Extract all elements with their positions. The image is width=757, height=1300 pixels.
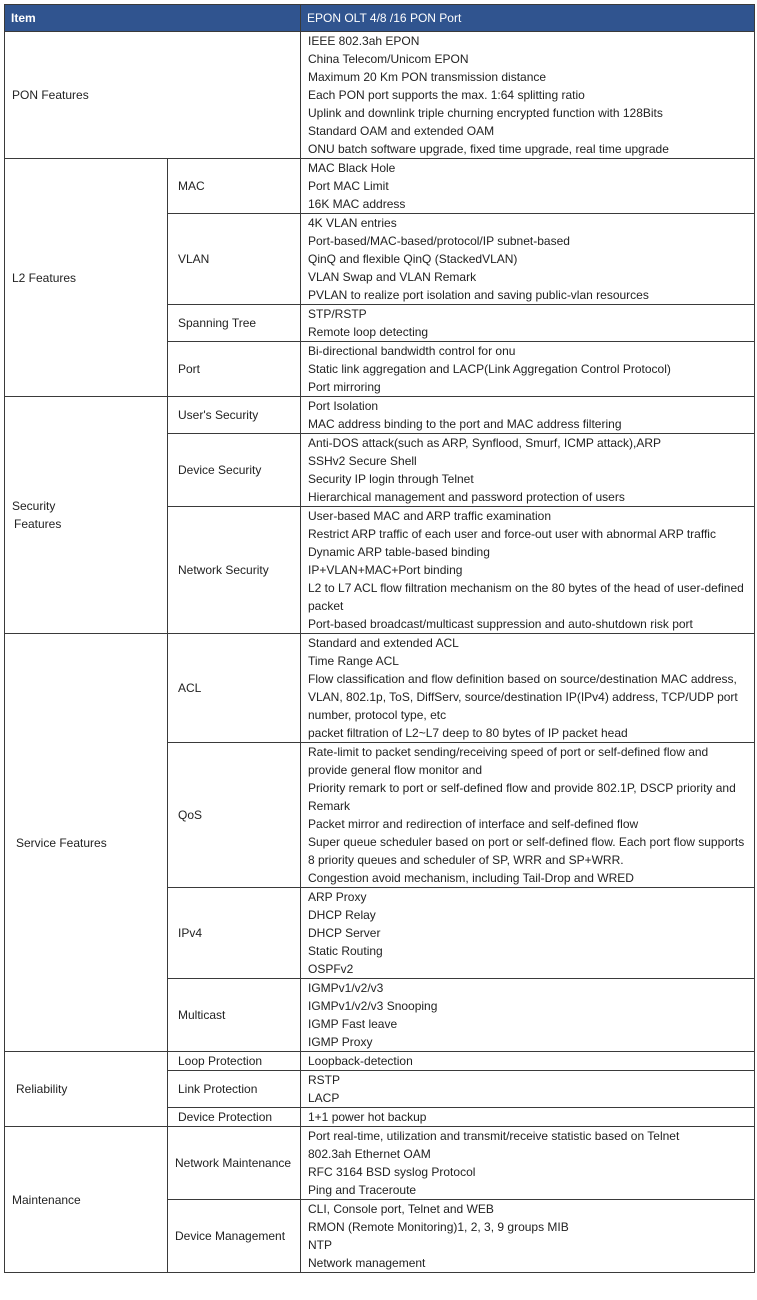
network-maintenance-detail	[301, 1127, 755, 1200]
detail-line: Port-based broadcast/multicast suppression and auto-shutdown risk port	[308, 617, 693, 631]
device-management-label: Device Management	[168, 1200, 301, 1273]
detail-line: RSTP	[308, 1073, 341, 1087]
detail-line: Uplink and downlink triple churning encrypted function with 128Bits	[308, 106, 663, 120]
ipv4-detail	[301, 888, 755, 979]
detail-line: OSPFv2	[308, 962, 354, 976]
security-features-label	[5, 397, 168, 634]
detail-line: ONU batch software upgrade, fixed time upgrade, real time upgrade	[308, 142, 669, 156]
port-label: Port	[168, 342, 301, 397]
header-product: EPON OLT 4/8 /16 PON Port	[301, 5, 755, 32]
pon-features-detail	[301, 32, 755, 159]
l2-features-label: L2 Features	[5, 159, 168, 397]
detail-line: 1+1 power hot backup	[308, 1110, 427, 1124]
mac-label: MAC	[168, 159, 301, 214]
network-maintenance-label: Network Maintenance	[168, 1127, 301, 1200]
spec-table	[4, 4, 755, 1273]
detail-line: Standard OAM and extended OAM	[308, 124, 495, 138]
header-row	[5, 5, 755, 32]
mac-detail	[301, 159, 755, 214]
spanning-tree-label: Spanning Tree	[168, 305, 301, 342]
detail-line: MAC Black Hole	[308, 161, 396, 175]
detail-line: PVLAN to realize port isolation and saving public-vlan resources	[308, 288, 649, 302]
device-management-detail	[301, 1200, 755, 1273]
acl-detail	[301, 634, 755, 743]
header-item: Item	[5, 5, 301, 32]
detail-line: IGMPv1/v2/v3	[308, 981, 384, 995]
detail-line: SSHv2 Secure Shell	[308, 454, 417, 468]
detail-line: Packet mirror and redirection of interface and self-defined flow	[308, 817, 639, 831]
qos-label: QoS	[168, 743, 301, 888]
detail-line: Remote loop detecting	[308, 325, 429, 339]
vlan-label: VLAN	[168, 214, 301, 305]
detail-line: MAC address binding to the port and MAC address filtering	[308, 417, 622, 431]
detail-line: L2 to L7 ACL flow filtration mechanism on the 80 bytes of the head of user-defined packet	[308, 581, 744, 613]
row-svc-acl	[5, 634, 755, 743]
detail-line: IGMPv1/v2/v3 Snooping	[308, 999, 438, 1013]
detail-line: Priority remark to port or self-defined flow and provide 802.1P, DSCP priority and Remark	[308, 781, 736, 813]
detail-line: Each PON port supports the max. 1:64 splitting ratio	[308, 88, 585, 102]
detail-line: Bi-directional bandwidth control for onu	[308, 344, 516, 358]
detail-line: Anti-DOS attack(such as ARP, Synflood, Smurf, ICMP attack),ARP	[308, 436, 662, 450]
detail-line: CLI, Console port, Telnet and WEB	[308, 1202, 494, 1216]
detail-line: DHCP Relay	[308, 908, 376, 922]
detail-line: NTP	[308, 1238, 332, 1252]
detail-line: STP/RSTP	[308, 307, 367, 321]
qos-detail	[301, 743, 755, 888]
security-label-line2: Features	[14, 517, 62, 531]
detail-line: IP+VLAN+MAC+Port binding	[308, 563, 463, 577]
detail-line: Maximum 20 Km PON transmission distance	[308, 70, 547, 84]
detail-line: China Telecom/Unicom EPON	[308, 52, 469, 66]
row-l2-mac	[5, 159, 755, 214]
loop-protection-label: Loop Protection	[168, 1052, 301, 1071]
device-protection-label: Device Protection	[168, 1108, 301, 1127]
detail-line: Time Range ACL	[308, 654, 399, 668]
loop-protection-detail	[301, 1052, 755, 1071]
detail-line: Port Isolation	[308, 399, 379, 413]
detail-line: 802.3ah Ethernet OAM	[308, 1147, 431, 1161]
detail-line: packet filtration of L2~L7 deep to 80 bytes of IP packet head	[308, 726, 628, 740]
detail-line: IGMP Fast leave	[308, 1017, 398, 1031]
link-protection-label: Link Protection	[168, 1071, 301, 1108]
detail-line: Port real-time, utilization and transmit/receive statistic based on Telnet	[308, 1129, 680, 1143]
detail-line: VLAN Swap and VLAN Remark	[308, 270, 477, 284]
security-label-line1: Security	[12, 499, 56, 513]
detail-line: RMON (Remote Monitoring)1, 2, 3, 9 groups MIB	[308, 1220, 569, 1234]
detail-line: Port-based/MAC-based/protocol/IP subnet-based	[308, 234, 570, 248]
device-security-label: Device Security	[168, 434, 301, 507]
port-detail	[301, 342, 755, 397]
row-pon	[5, 32, 755, 159]
acl-label: ACL	[168, 634, 301, 743]
device-security-detail	[301, 434, 755, 507]
row-mnt-network	[5, 1127, 755, 1200]
detail-line: User-based MAC and ARP traffic examination	[308, 509, 552, 523]
detail-line: Network management	[308, 1256, 426, 1270]
detail-line: IEEE 802.3ah EPON	[308, 34, 420, 48]
detail-line: QinQ and flexible QinQ (StackedVLAN)	[308, 252, 518, 266]
pon-features-label: PON Features	[5, 32, 301, 159]
detail-line: Static Routing	[308, 944, 383, 958]
detail-line: Port MAC Limit	[308, 179, 389, 193]
users-security-label: User's Security	[168, 397, 301, 434]
detail-line: Flow classification and flow definition based on source/destination MAC address, VLAN, 802.1p, ToS, DiffServ, source/destination IP(IPv4) address, TCP/UDP port number, protocol type, etc	[308, 672, 738, 722]
detail-line: RFC 3164 BSD syslog Protocol	[308, 1165, 476, 1179]
detail-line: Rate-limit to packet sending/receiving speed of port or self-defined flow and provide general flow monitor and	[308, 745, 709, 777]
device-protection-detail	[301, 1108, 755, 1127]
row-rel-loop	[5, 1052, 755, 1071]
detail-line: 4K VLAN entries	[308, 216, 397, 230]
detail-line: Port mirroring	[308, 380, 381, 394]
detail-line: Ping and Traceroute	[308, 1183, 417, 1197]
multicast-label: Multicast	[168, 979, 301, 1052]
detail-line: LACP	[308, 1091, 340, 1105]
detail-line: 16K MAC address	[308, 197, 406, 211]
detail-line: IGMP Proxy	[308, 1035, 373, 1049]
detail-line: Hierarchical management and password protection of users	[308, 490, 625, 504]
maintenance-label: Maintenance	[5, 1127, 168, 1273]
detail-line: Super queue scheduler based on port or self-defined flow. Each port flow supports 8 priority queues and scheduler of SP, WRR and SP+WRR.	[308, 835, 745, 867]
network-security-label: Network Security	[168, 507, 301, 634]
detail-line: Congestion avoid mechanism, including Tail-Drop and WRED	[308, 871, 634, 885]
spanning-tree-detail	[301, 305, 755, 342]
detail-line: Dynamic ARP table-based binding	[308, 545, 490, 559]
users-security-detail	[301, 397, 755, 434]
row-sec-user	[5, 397, 755, 434]
detail-line: ARP Proxy	[308, 890, 367, 904]
link-protection-detail	[301, 1071, 755, 1108]
detail-line: Standard and extended ACL	[308, 636, 459, 650]
detail-line: DHCP Server	[308, 926, 381, 940]
detail-line: Static link aggregation and LACP(Link Aggregation Control Protocol)	[308, 362, 671, 376]
ipv4-label: IPv4	[168, 888, 301, 979]
multicast-detail	[301, 979, 755, 1052]
detail-line: Security IP login through Telnet	[308, 472, 474, 486]
vlan-detail	[301, 214, 755, 305]
network-security-detail	[301, 507, 755, 634]
service-features-label: Service Features	[5, 634, 168, 1052]
detail-line: Loopback-detection	[308, 1054, 413, 1068]
detail-line: Restrict ARP traffic of each user and force-out user with abnormal ARP traffic	[308, 527, 716, 541]
reliability-label: Reliability	[5, 1052, 168, 1127]
